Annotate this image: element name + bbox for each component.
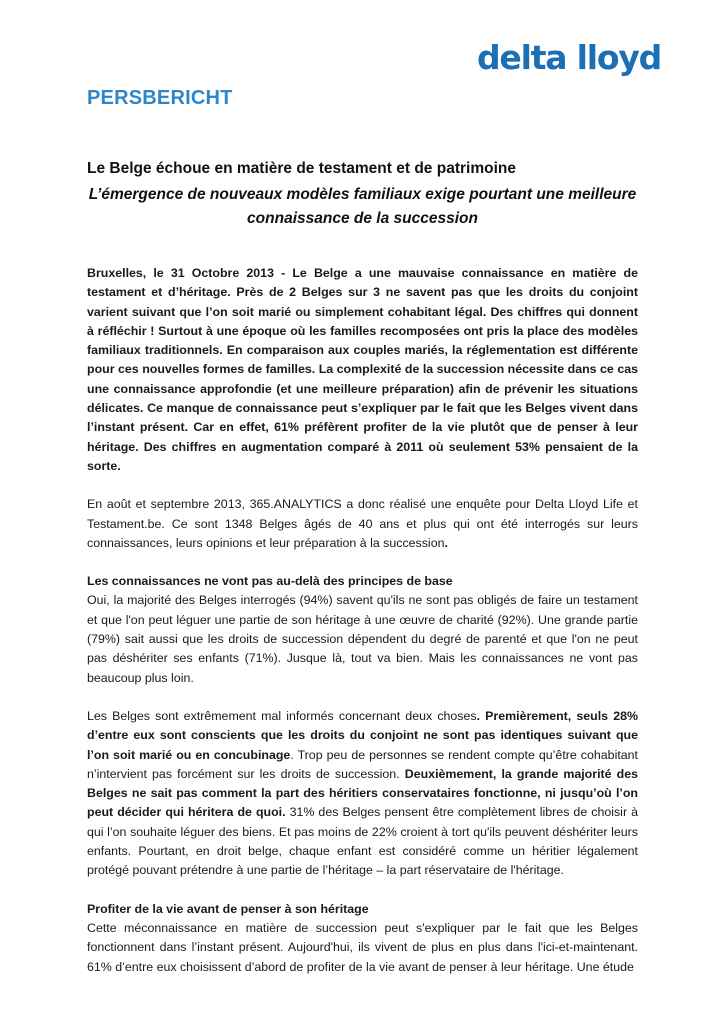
section-paragraph-enjoy-life: Cette méconnaissance en matière de succession peut s'expliquer par le fait que les Belges fonctionnent dans l’instant présent. Aujourd'hui, ils vivent de plus en plus dans l'ici-et-maintenant. 61% d’entre eux choisissent d’abord de profiter de la vie avant de penser à leur héritage. Une étude: [87, 920, 638, 974]
document-type-heading: PERSBERICHT: [87, 87, 233, 109]
info-part-1: Les Belges sont extrêmement mal informés concernant deux choses: [87, 708, 477, 723]
section-paragraph-information: [87, 707, 638, 881]
article-title: Le Belge échoue en matière de testament et de patrimoine: [87, 160, 516, 177]
section-heading-knowledge: Les connaissances ne vont pas au-delà des principes de base: [87, 574, 453, 589]
article-body: [87, 264, 638, 977]
info-part-3: . Trop peu de personnes se rendent compte qu’être cohabitant n’intervient pas forcément sur les droits de succession.: [87, 747, 638, 781]
info-part-5: 31% des Belges pensent être complètement libres de choisir à qui l’on souhaite léguer des biens. Et pas moins de 22% croient à tort qu'ils peuvent déshériter leurs enfants. Pourtant, en droit belge, chaque enfant est considéré comme un héritier légalement protégé pouvant prétendre à une partie de l’héritage – la part réservataire de l'héritage.: [87, 805, 638, 878]
survey-paragraph: [87, 495, 638, 553]
info-part-2: . Premièrement, seuls 28% d’entre eux sont conscients que les droits du conjoint ne sont pas identiques suivant que l’on soit marié ou en concubinage: [87, 708, 638, 762]
section-paragraph-knowledge: Oui, la majorité des Belges interrogés (94%) savent qu'ils ne sont pas obligés de faire un testament et que l'on peut léguer une partie de son héritage à une œuvre de charité (92%). Une grande partie (79%) sait aussi que les droits de succession dépendent du degré de parenté et que l'on ne peut pas déshériter ses enfants (71%). Jusque là, tout va bien. Mais les connaissances ne vont pas beaucoup plus loin.: [87, 593, 638, 685]
lead-paragraph: Bruxelles, le 31 Octobre 2013 - Le Belge a une mauvaise connaissance en matière de testament et d’héritage. Près de 2 Belges sur 3 ne savent pas que les droits du conjoint varient suivant que l’on soit marié ou simplement cohabitant légal. Des chiffres qui donnent à réfléchir ! Surtout à une époque où les familles recomposées ont pris la place des modèles familiaux traditionnels. En comparaison aux couples mariés, la réglementation est différente pour ces nouvelles formes de familles. La complexité de la succession nécessite dans ce cas une connaissance approfondie (et une meilleure préparation) afin de prévenir les situations délicates. Ce manque de connaissance peut s’expliquer par le fait que les Belges vivent dans l’instant présent. Car en effet, 61% préfèrent profiter de la vie plutôt que de penser à leur héritage. Des chiffres en augmentation comparé à 2011 où seulement 53% pensaient de la sorte.: [87, 266, 638, 473]
article-subtitle: L’émergence de nouveaux modèles familiaux exige pourtant une meilleure connaissance de la succession: [88, 186, 637, 227]
section-heading-enjoy-life: Profiter de la vie avant de penser à son héritage: [87, 901, 369, 916]
delta-lloyd-logo: delta lloyd: [477, 38, 662, 77]
survey-text: En août et septembre 2013, 365.ANALYTICS a donc réalisé une enquête pour Delta Lloyd Life et Testament.be. Ce sont 1348 Belges âgés de 40 ans et plus qui ont été interrogés sur leurs connaissances, leurs opinions et leur préparation à la succession: [87, 497, 638, 550]
survey-end: .: [444, 535, 448, 550]
info-part-4: Deuxièmement, la grande majorité des Belges ne sait pas comment la part des héritiers conservataires fonctionne, ni jusqu’où l’on peut décider qui héritera de quoi.: [87, 766, 638, 820]
